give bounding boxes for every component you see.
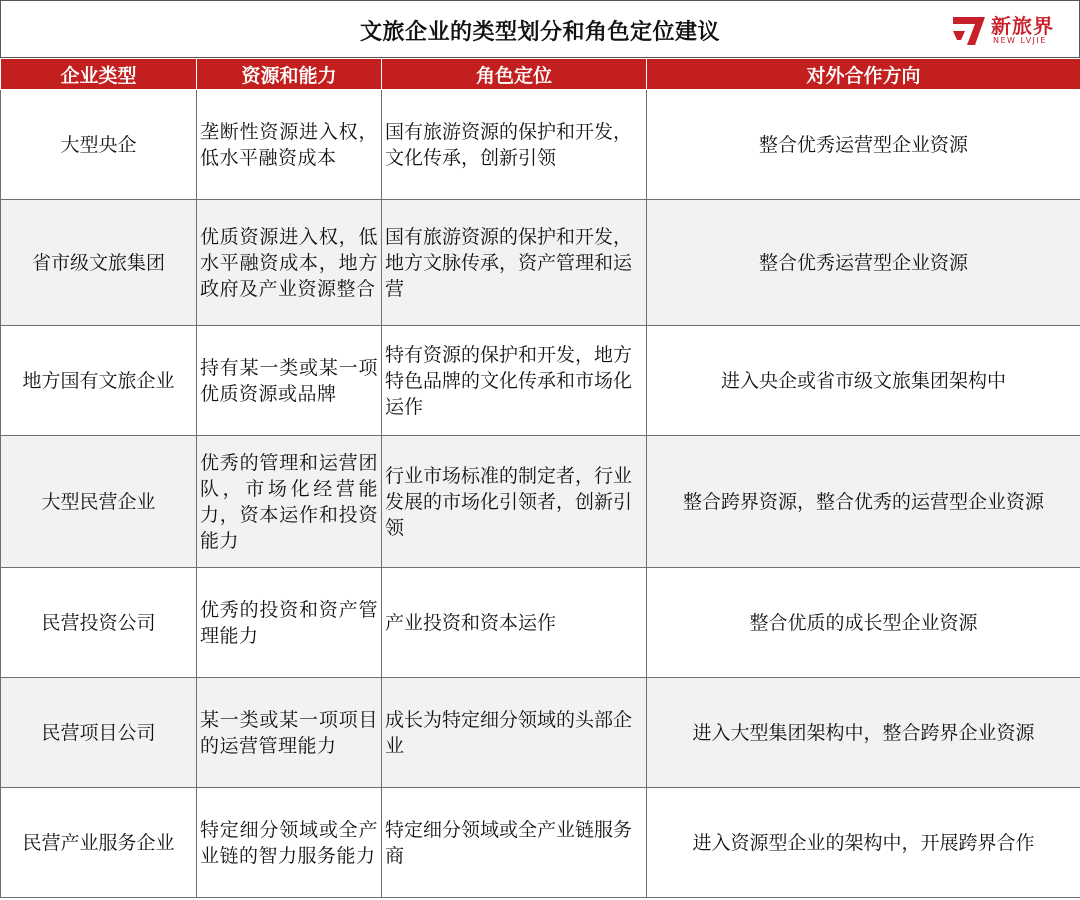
table-row (1, 678, 1080, 788)
cell-resources: 优质资源进入权，低水平融资成本，地方政府及产业资源整合 (197, 200, 382, 326)
cell-resources: 持有某一类或某一项优质资源或品牌 (197, 326, 382, 436)
cell-resources: 优秀的管理和运营团队，市场化经营能力，资本运作和投资能力 (197, 436, 382, 568)
cell-enterprise-type: 民营投资公司 (1, 568, 197, 678)
cell-direction: 进入大型集团架构中，整合跨界企业资源 (647, 678, 1080, 788)
cell-enterprise-type: 地方国有文旅企业 (1, 326, 197, 436)
cell-direction: 整合优秀运营型企业资源 (647, 200, 1080, 326)
cell-enterprise-type: 民营产业服务企业 (1, 788, 197, 898)
cell-resources: 垄断性资源进入权，低水平融资成本 (197, 90, 382, 200)
cell-role: 特有资源的保护和开发，地方特色品牌的文化传承和市场化运作 (382, 326, 647, 436)
table-row (1, 568, 1080, 678)
cell-direction: 整合优秀运营型企业资源 (647, 90, 1080, 200)
cell-resources: 优秀的投资和资产管理能力 (197, 568, 382, 678)
cell-role: 特定细分领域或全产业链服务商 (382, 788, 647, 898)
cell-enterprise-type: 民营项目公司 (1, 678, 197, 788)
header-role-positioning: 角色定位 (382, 59, 647, 90)
cell-enterprise-type: 大型央企 (1, 90, 197, 200)
cell-resources: 某一类或某一项项目的运营管理能力 (197, 678, 382, 788)
table-row (1, 788, 1080, 898)
header-resources-capability: 资源和能力 (197, 59, 382, 90)
cell-enterprise-type: 省市级文旅集团 (1, 200, 197, 326)
logo-text-cn: 新旅界 (991, 14, 1054, 38)
cell-role: 国有旅游资源的保护和开发，地方文脉传承，资产管理和运营 (382, 200, 647, 326)
page-title: 文旅企业的类型划分和角色定位建议 (359, 20, 720, 45)
cell-direction: 整合优质的成长型企业资源 (647, 568, 1080, 678)
enterprise-type-table (0, 58, 1080, 898)
cell-direction: 进入资源型企业的架构中，开展跨界合作 (647, 788, 1080, 898)
table-row (1, 326, 1080, 436)
logo-text-en: NEW LVJIE (993, 36, 1047, 45)
brand-logo (951, 9, 1063, 51)
logo-mark-icon (951, 13, 987, 47)
cell-role: 国有旅游资源的保护和开发，文化传承，创新引领 (382, 90, 647, 200)
cell-resources: 特定细分领域或全产业链的智力服务能力 (197, 788, 382, 898)
cell-enterprise-type: 大型民营企业 (1, 436, 197, 568)
cell-role: 行业市场标准的制定者，行业发展的市场化引领者，创新引领 (382, 436, 647, 568)
header-enterprise-type: 企业类型 (1, 59, 197, 90)
header-cooperation-direction: 对外合作方向 (647, 59, 1080, 90)
cell-direction: 整合跨界资源，整合优秀的运营型企业资源 (647, 436, 1080, 568)
title-bar (0, 0, 1080, 58)
cell-direction: 进入央企或省市级文旅集团架构中 (647, 326, 1080, 436)
table-row (1, 200, 1080, 326)
cell-role: 成长为特定细分领域的头部企业 (382, 678, 647, 788)
cell-role: 产业投资和资本运作 (382, 568, 647, 678)
table-row (1, 90, 1080, 200)
table-row (1, 436, 1080, 568)
table-header-row (1, 59, 1080, 90)
